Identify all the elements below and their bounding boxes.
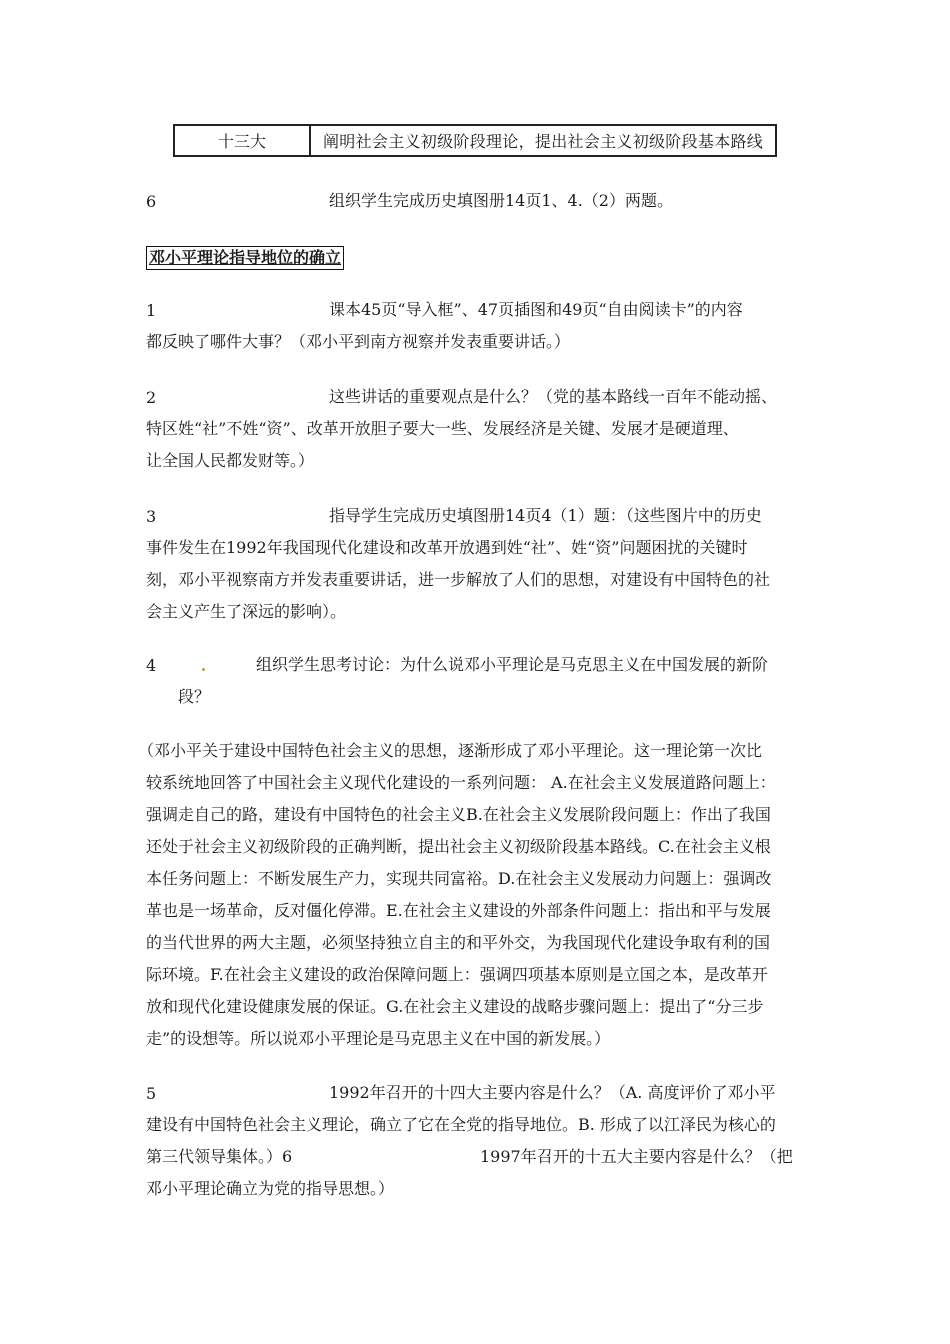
item-text: 组织学生完成历史填图册14页1、4.（2）两题。 (329, 191, 673, 210)
item-text: 让全国人民都发财等。） (146, 451, 315, 470)
item-number: 2 (146, 388, 157, 407)
answer-line: 还处于社会主义初级阶段的正确判断，提出社会主义初级阶段基本路线。C.在社会主义根 (146, 837, 771, 856)
answer-line: 较系统地回答了中国社会主义现代化建设的一系列问题： A.在社会主义发展道路问题上： (146, 773, 776, 792)
section-heading: 邓小平理论指导地位的确立 (146, 246, 344, 270)
answer-line: 走”的设想等。所以说邓小平理论是马克思主义在中国的新发展。） (146, 1029, 611, 1048)
item-text: 1992年召开的十四大主要内容是什么？（A. 高度评价了邓小平 (329, 1083, 776, 1102)
item-number: 5 (146, 1084, 157, 1103)
item-text: 建设有中国特色社会主义理论，确立了它在全党的指导地位。B. 形成了以江泽民为核心的 (146, 1115, 776, 1134)
item-number: 4 (146, 656, 157, 675)
congress-name-cell: 十三大 (175, 126, 311, 155)
item-text: 会主义产生了深远的影响）。 (146, 602, 347, 621)
item-text: 段？ (178, 687, 211, 706)
congress-content-cell: 阐明社会主义初级阶段理论，提出社会主义初级阶段基本路线 (323, 132, 764, 151)
item-text: 都反映了哪件大事？（邓小平到南方视察并发表重要讲话。） (146, 332, 571, 351)
item-number: 1 (146, 301, 157, 320)
answer-line: 本任务问题上：不断发展生产力，实现共同富裕。D.在社会主义发展动力问题上：强调改 (146, 869, 772, 888)
item-number: 6 (146, 192, 157, 211)
speck-mark (202, 668, 205, 671)
item-text: 邓小平理论确立为党的指导思想。） (146, 1179, 395, 1198)
item-text: 刻，邓小平视察南方并发表重要讲话，进一步解放了人们的思想，对建设有中国特色的社 (146, 570, 771, 589)
item-text: 第三代领导集体。）6 (146, 1147, 293, 1166)
congress-table-row (173, 124, 777, 157)
item-text: 特区姓“社”不姓“资”、改革开放胆子要大一些、发展经济是关键、发展才是硬道理、 (146, 419, 739, 438)
answer-line: 际环境。F.在社会主义建设的政治保障问题上：强调四项基本原则是立国之本，是改革开 (146, 965, 768, 984)
item-text: 1997年召开的十五大主要内容是什么？（把 (480, 1147, 793, 1166)
item-text: 事件发生在1992年我国现代化建设和改革开放遇到姓“社”、姓“资”问题困扰的关键时 (146, 538, 748, 557)
answer-line: 强调走自己的路，建设有中国特色的社会主义B.在社会主义发展阶段问题上：作出了我国 (146, 805, 771, 824)
answer-line: 的当代世界的两大主题，必须坚持独立自主的和平外交，为我国现代化建设争取有利的国 (146, 933, 771, 952)
item-text: 课本45页“导入框”、47页插图和49页“自由阅读卡”的内容 (329, 300, 743, 319)
answer-line: 革也是一场革命，反对僵化停滞。E.在社会主义建设的外部条件问题上：指出和平与发展 (146, 901, 771, 920)
item-text: 这些讲话的重要观点是什么？（党的基本路线一百年不能动摇、 (329, 387, 778, 406)
answer-line: （邓小平关于建设中国特色社会主义的思想，逐渐形成了邓小平理论。这一理论第一次比 (138, 741, 763, 760)
answer-line: 放和现代化建设健康发展的保证。G.在社会主义建设的战略步骤问题上：提出了“分三步 (146, 997, 764, 1016)
item-text: 指导学生完成历史填图册14页4（1）题：（这些图片中的历史 (329, 506, 762, 525)
item-number: 3 (146, 507, 157, 526)
item-text: 组织学生思考讨论：为什么说邓小平理论是马克思主义在中国发展的新阶 (256, 655, 769, 674)
